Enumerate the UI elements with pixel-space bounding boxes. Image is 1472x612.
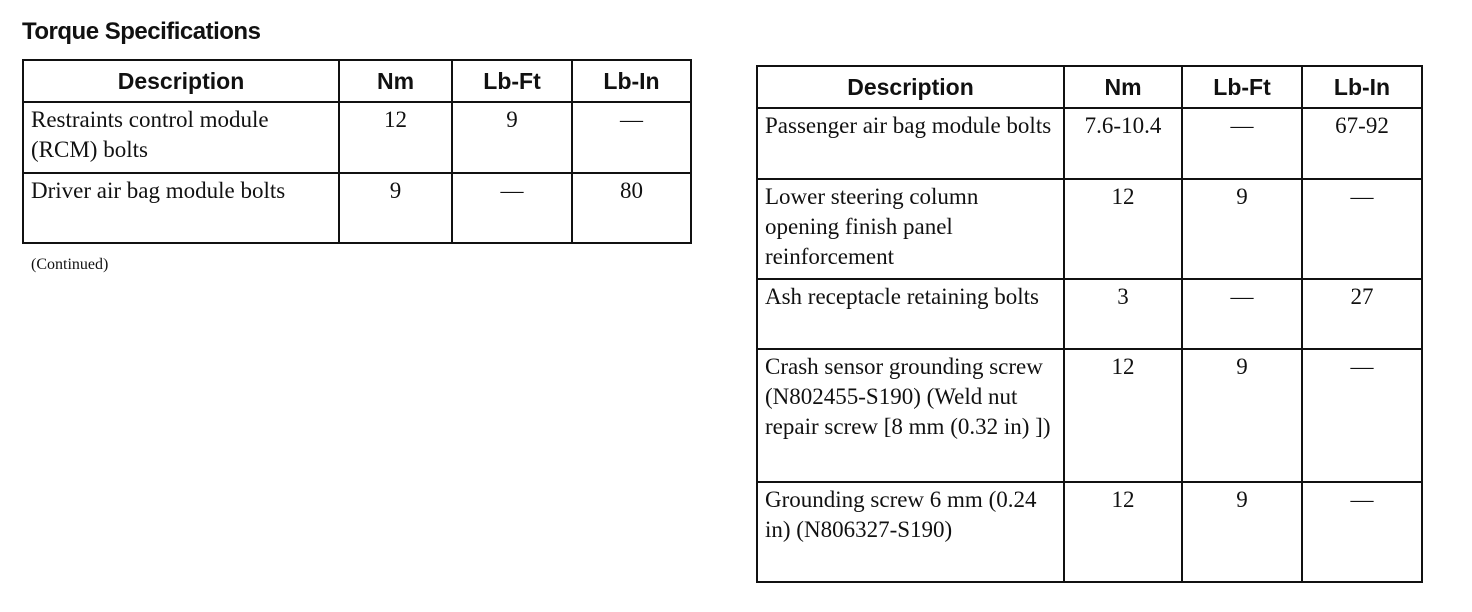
table-header-row (757, 66, 1422, 108)
lb-in-cell: 80 (572, 173, 691, 243)
continued-note: (Continued) (31, 256, 109, 273)
torque-table-left (22, 59, 692, 244)
table-row (757, 108, 1422, 179)
nm-cell: 12 (339, 102, 452, 173)
table-header-row (23, 60, 691, 102)
table-row (23, 173, 691, 243)
table-row (757, 482, 1422, 582)
table-row (23, 102, 691, 173)
lb-in-column-header: Lb-In (572, 60, 691, 102)
torque-table-right (756, 65, 1423, 583)
lb-ft-column-header: Lb-Ft (1182, 66, 1302, 108)
nm-column-header: Nm (1064, 66, 1182, 108)
lb-in-cell: — (1302, 179, 1422, 279)
lb-ft-cell: 9 (1182, 179, 1302, 279)
description-cell: Passenger air bag module bolts (757, 108, 1064, 179)
lb-in-cell: — (1302, 349, 1422, 482)
nm-cell: 3 (1064, 279, 1182, 349)
description-column-header: Description (23, 60, 339, 102)
lb-in-cell: — (1302, 482, 1422, 582)
nm-cell: 12 (1064, 179, 1182, 279)
description-cell: Crash sensor grounding screw (N802455-S190) (Weld nut repair screw [8 mm (0.32 in) ]) (757, 349, 1064, 482)
nm-cell: 9 (339, 173, 452, 243)
description-cell: Restraints control module (RCM) bolts (23, 102, 339, 173)
lb-ft-cell: — (1182, 279, 1302, 349)
table-row (757, 349, 1422, 482)
description-cell: Ash receptacle retaining bolts (757, 279, 1064, 349)
table-row (757, 279, 1422, 349)
lb-in-cell: 67-92 (1302, 108, 1422, 179)
lb-ft-cell: 9 (1182, 349, 1302, 482)
lb-ft-cell: 9 (1182, 482, 1302, 582)
lb-ft-cell: — (452, 173, 572, 243)
nm-cell: 12 (1064, 349, 1182, 482)
table-row (757, 179, 1422, 279)
description-cell: Driver air bag module bolts (23, 173, 339, 243)
lb-in-cell: 27 (1302, 279, 1422, 349)
lb-ft-cell: 9 (452, 102, 572, 173)
nm-cell: 7.6-10.4 (1064, 108, 1182, 179)
lb-in-cell: — (572, 102, 691, 173)
nm-cell: 12 (1064, 482, 1182, 582)
lb-ft-column-header: Lb-Ft (452, 60, 572, 102)
description-cell: Lower steering column opening finish panel reinforcement (757, 179, 1064, 279)
lb-in-column-header: Lb-In (1302, 66, 1422, 108)
description-column-header: Description (757, 66, 1064, 108)
nm-column-header: Nm (339, 60, 452, 102)
page-title: Torque Specifications (22, 18, 261, 45)
lb-ft-cell: — (1182, 108, 1302, 179)
description-cell: Grounding screw 6 mm (0.24 in) (N806327-S190) (757, 482, 1064, 582)
